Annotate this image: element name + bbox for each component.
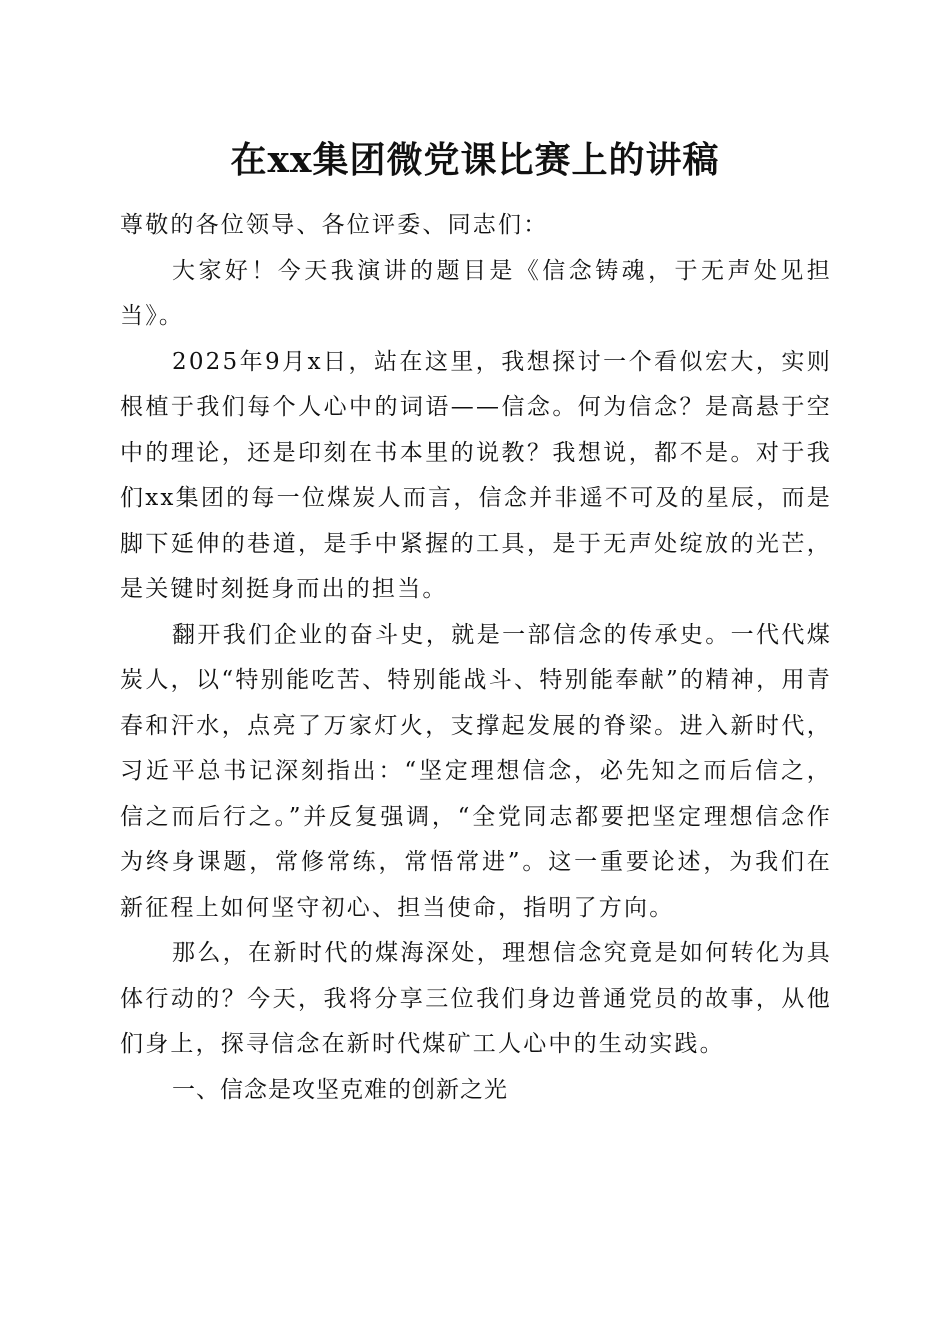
paragraph-history: 翻开我们企业的奋斗史，就是一部信念的传承史。一代代煤炭人，以“特别能吃苦、特别能战斗、特别能奉献”的精神，用青春和汗水，点亮了万家灯火，支撑起发展的脊梁。进入新时代，习近平总书记深刻指出：“坚定理想信念，必先知之而后信之，信之而后行之。”并反复强调，“全党同志都要把坚定理想信念作为终身课题，常修常练，常悟常进”。这一重要论述，为我们在新征程上如何坚守初心、担当使命，指明了方向。 [120,621,832,921]
document-body [120,203,832,1113]
paragraph-belief-intro: 2025年9月x日，站在这里，我想探讨一个看似宏大，实则根植于我们每个人心中的词语——信念。何为信念？是高悬于空中的理论，还是印刻在书本里的说教？我想说，都不是。对于我们xx集团的每一位煤炭人而言，信念并非遥不可及的星辰，而是脚下延伸的巷道，是手中紧握的工具，是于无声处绽放的光芒，是关键时刻挺身而出的担当。 [120,348,832,602]
paragraph-greeting: 大家好！今天我演讲的题目是《信念铸魂，于无声处见担当》。 [120,257,832,329]
paragraph-stories-intro: 那么，在新时代的煤海深处，理想信念究竟是如何转化为具体行动的？今天，我将分享三位我们身边普通党员的故事，从他们身上，探寻信念在新时代煤矿工人心中的生动实践。 [120,940,832,1057]
document-title: 在xx集团微党课比赛上的讲稿 [230,139,720,181]
section-heading: 一、信念是攻坚克难的创新之光 [172,1076,508,1103]
salutation: 尊敬的各位领导、各位评委、同志们： [120,212,549,238]
